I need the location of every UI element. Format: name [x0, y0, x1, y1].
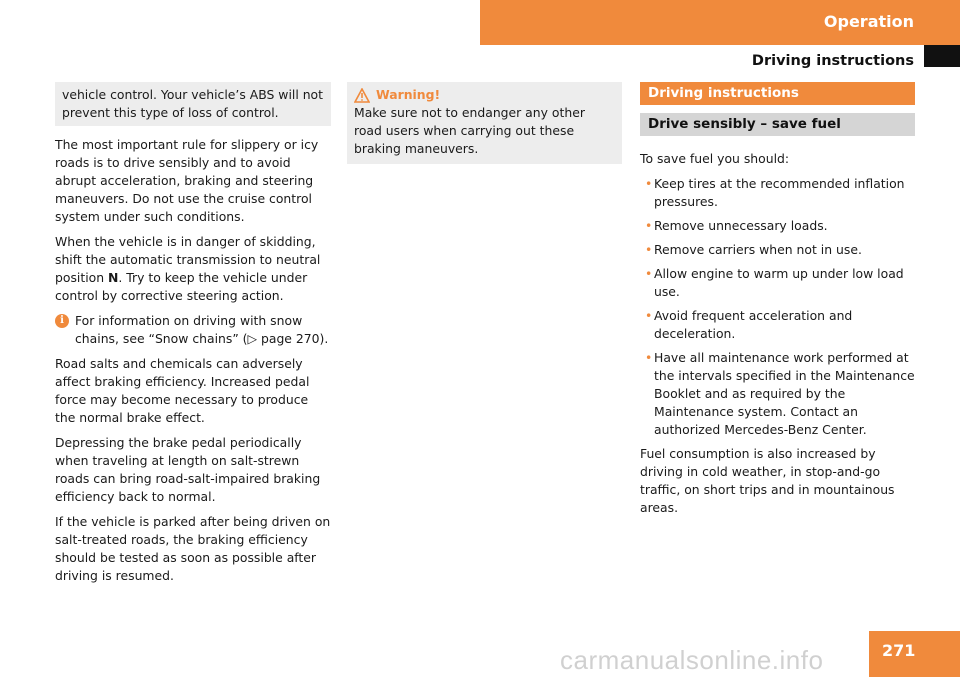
- column-middle: [347, 82, 622, 174]
- section-heading: Driving instructions: [640, 82, 915, 105]
- info-note: [55, 312, 331, 348]
- bullet-icon: •: [645, 176, 653, 191]
- fuel-tips-list: [640, 175, 915, 439]
- warning-title: Warning!: [376, 87, 441, 102]
- warning-heading: [354, 86, 615, 104]
- list-item: [640, 217, 915, 235]
- list-item-text: Remove carriers when not in use.: [654, 242, 862, 257]
- text: . Try to keep the vehicle under control by corrective steering action.: [55, 270, 308, 303]
- info-icon: i: [55, 314, 69, 328]
- list-item: [640, 265, 915, 301]
- column-right: [640, 82, 915, 524]
- intro-text: To save fuel you should:: [640, 151, 790, 166]
- watermark: carmanualsonline.info: [560, 645, 824, 675]
- column-left: [55, 82, 331, 592]
- section-tab: [480, 0, 960, 45]
- bullet-icon: •: [645, 218, 653, 233]
- continued-text: vehicle control. Your vehicle’s ABS will not prevent this type of loss of control.: [62, 87, 324, 120]
- continued-warning-box: [55, 82, 331, 126]
- thumb-tab-marker: [924, 45, 960, 67]
- page-number-tab: [869, 631, 960, 677]
- page-number: 271: [882, 641, 916, 660]
- text: When the vehicle is in danger of skidding, shift the automatic transmission to neutral position: [55, 234, 321, 285]
- bullet-icon: •: [645, 242, 653, 257]
- subsection-heading: Drive sensibly – save fuel: [640, 113, 915, 136]
- warning-box: [347, 82, 622, 164]
- list-item-text: Have all maintenance work performed at the intervals specified in the Maintenance Booklet and as required by the Maintenance system. Contact an authorized Mercedes-Benz Center.: [654, 350, 915, 437]
- gear-position: N: [108, 270, 119, 285]
- paragraph: If the vehicle is parked after being driven on salt-treated roads, the braking efficiency should be tested as soon as possible after driving is resumed.: [55, 514, 331, 583]
- warning-text: Make sure not to endanger any other road users when carrying out these braking maneuvers.: [354, 105, 585, 156]
- paragraph: Depressing the brake pedal periodically when traveling at length on salt-strewn roads can bring road-salt-impaired braking efficiency back to normal.: [55, 435, 321, 504]
- paragraph: Road salts and chemicals can adversely affect braking efficiency. Increased pedal force may become necessary to produce the normal brake effect.: [55, 356, 310, 425]
- list-item-text: Allow engine to warm up under low load use.: [654, 266, 904, 299]
- bullet-icon: •: [645, 266, 653, 281]
- list-item: [640, 307, 915, 343]
- bullet-icon: •: [645, 308, 653, 323]
- list-item: [640, 349, 915, 439]
- list-item: [640, 175, 915, 211]
- list-item-text: Keep tires at the recommended inflation pressures.: [654, 176, 905, 209]
- warning-triangle-icon: [354, 88, 370, 103]
- paragraph-neutral: [55, 233, 331, 305]
- list-item-text: Remove unnecessary loads.: [654, 218, 828, 233]
- paragraph: The most important rule for slippery or icy roads is to drive sensibly and to avoid abrupt acceleration, braking and steering maneuvers. Do not use the cruise control system under such conditions.: [55, 137, 319, 224]
- subsection-title: Driving instructions: [751, 53, 914, 69]
- bullet-icon: •: [645, 350, 653, 365]
- list-item-text: Avoid frequent acceleration and deceleration.: [654, 308, 853, 341]
- outro-text: Fuel consumption is also increased by driving in cold weather, in stop-and-go traffic, on short trips and in mountainous areas.: [640, 446, 895, 515]
- info-text[interactable]: For information on driving with snow chains, see “Snow chains” (▷ page 270).: [75, 313, 329, 346]
- list-item: [640, 241, 915, 259]
- section-title: Operation: [823, 12, 914, 31]
